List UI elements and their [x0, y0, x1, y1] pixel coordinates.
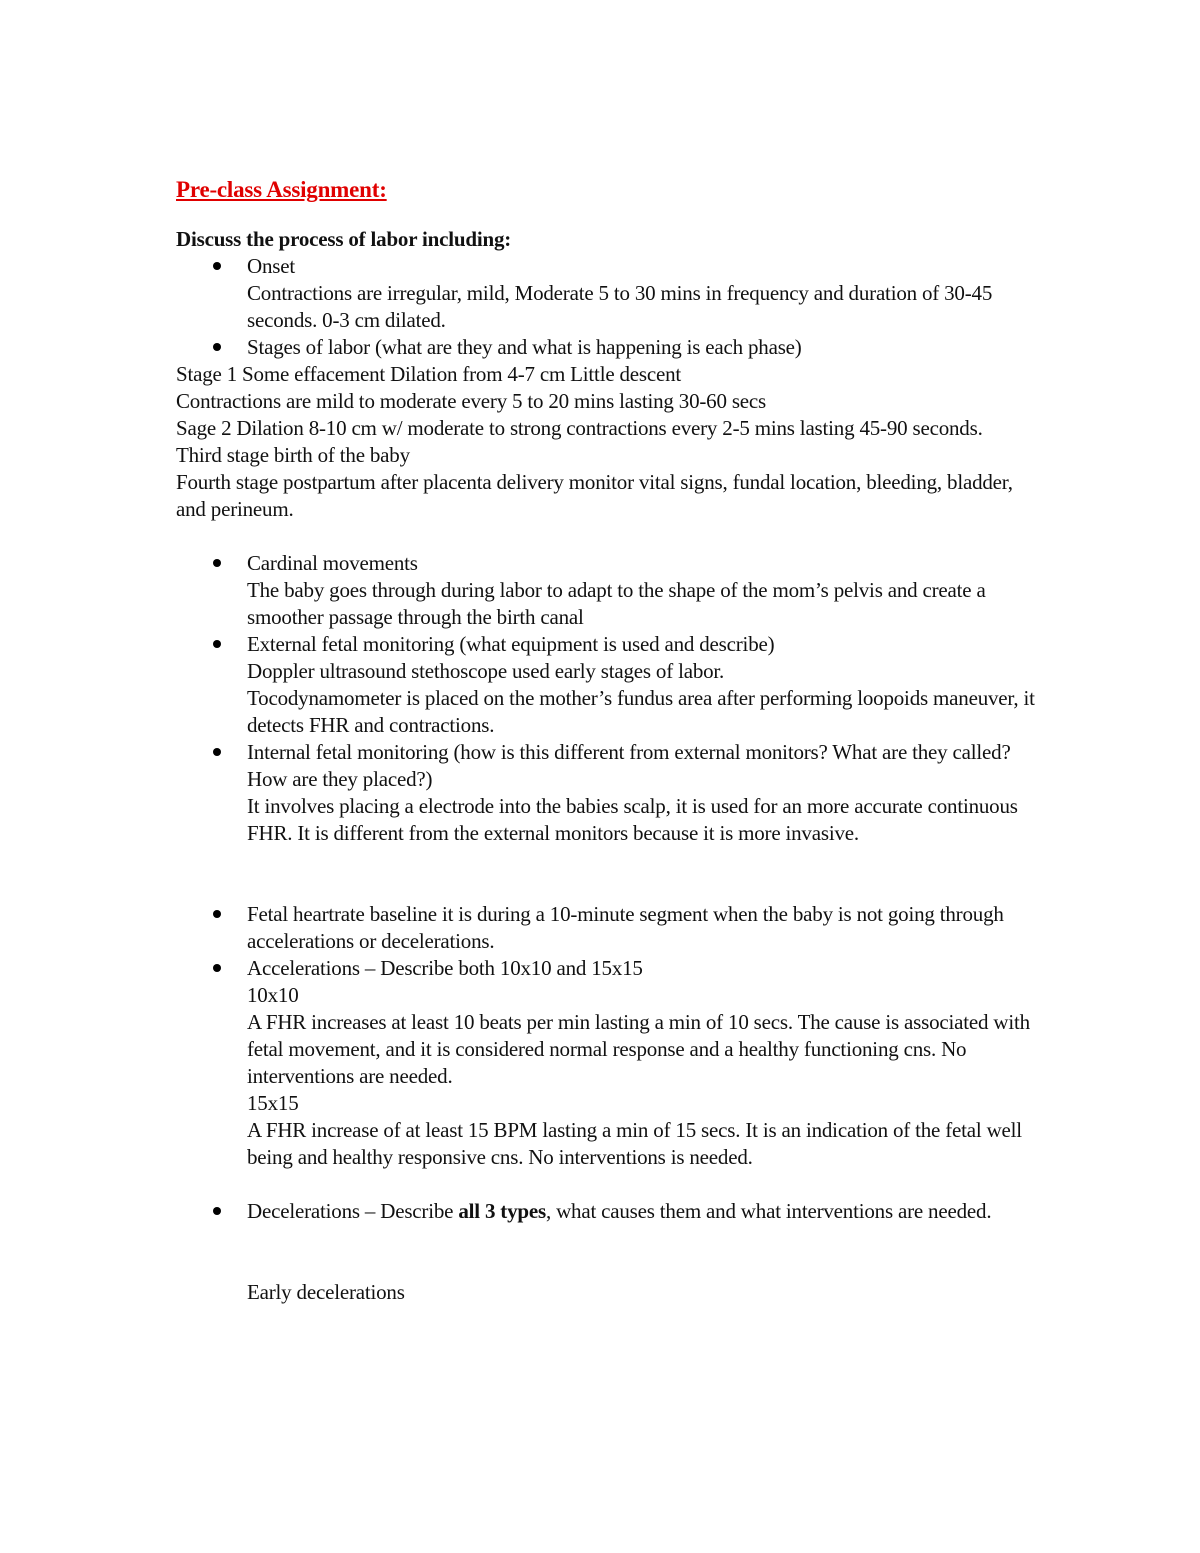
list-item-baseline	[176, 901, 1036, 955]
external-label: External fetal monitoring (what equipment is used and describe)	[247, 632, 775, 656]
accelerations-line: 15x15	[247, 1091, 299, 1115]
list-item-internal	[176, 739, 1036, 847]
internal-label: Internal fetal monitoring (how is this different from external monitors? What are they called? How are they placed?)	[247, 740, 1011, 791]
accelerations-line: 10x10	[247, 983, 299, 1007]
section-heading: Discuss the process of labor including:	[176, 227, 512, 251]
baseline-text: Fetal heartrate baseline it is during a 10-minute segment when the baby is not going through accelerations or decelerations.	[247, 902, 1004, 953]
accelerations-label: Accelerations – Describe both 10x10 and 15x15	[247, 956, 643, 980]
stage-line: Stage 1 Some effacement Dilation from 4-7 cm Little descent	[176, 362, 682, 386]
external-line: Doppler ultrasound stethoscope used early stages of labor.	[247, 659, 725, 683]
stage-line: Sage 2 Dilation 8-10 cm w/ moderate to strong contractions every 2-5 mins lasting 45-90 seconds.	[176, 416, 983, 440]
page-title: Pre-class Assignment:	[176, 177, 387, 202]
onset-label: Onset	[247, 254, 295, 278]
onset-text: Contractions are irregular, mild, Moderate 5 to 30 mins in frequency and duration of 30-45 seconds. 0-3 cm dilated.	[247, 281, 993, 332]
list-item-external	[176, 631, 1036, 739]
document-page	[176, 174, 1036, 1306]
external-line: Tocodynamometer is placed on the mother’s fundus area after performing loopoids maneuver, it detects FHR and contractions.	[247, 686, 1035, 737]
list-item-cardinal	[176, 550, 1036, 631]
cardinal-label: Cardinal movements	[247, 551, 418, 575]
accelerations-line: A FHR increase of at least 15 BPM lasting a min of 15 secs. It is an indication of the fetal well being and healthy responsive cns. No interventions is needed.	[247, 1118, 1022, 1169]
decelerations-label	[247, 1198, 1036, 1225]
bullet-list-3	[176, 901, 1036, 1171]
bullet-list-4	[176, 1198, 1036, 1306]
accelerations-line: A FHR increases at least 10 beats per min lasting a min of 10 secs. The cause is associated with fetal movement, and it is considered normal response and a healthy functioning cns. No interventions are needed.	[247, 1010, 1030, 1088]
bullet-list-1	[176, 253, 1036, 361]
bullet-list-2	[176, 550, 1036, 847]
decelerations-label-end: , what causes them and what interventions are needed.	[545, 1199, 992, 1223]
internal-text: It involves placing a electrode into the babies scalp, it is used for an more accurate continuous FHR. It is different from the external monitors because it is more invasive.	[247, 794, 1018, 845]
cardinal-text: The baby goes through during labor to adapt to the shape of the mom’s pelvis and create a smoother passage through the birth canal	[247, 578, 986, 629]
list-item-onset	[176, 253, 1036, 334]
stages-label: Stages of labor (what are they and what is happening is each phase)	[247, 335, 802, 359]
decelerations-label-bold: all 3 types	[458, 1199, 546, 1223]
list-item-accelerations	[176, 955, 1036, 1171]
list-item-stages	[176, 334, 1036, 361]
stage-line: Third stage birth of the baby	[176, 443, 410, 467]
stage-line: Fourth stage postpartum after placenta delivery monitor vital signs, fundal location, bleeding, bladder, and perineum.	[176, 470, 1013, 521]
list-item-decelerations	[176, 1198, 1036, 1306]
stage-line: Contractions are mild to moderate every 5 to 20 mins lasting 30-60 secs	[176, 389, 767, 413]
early-decelerations: Early decelerations	[247, 1280, 405, 1304]
decelerations-label-start: Decelerations – Describe	[247, 1199, 459, 1223]
